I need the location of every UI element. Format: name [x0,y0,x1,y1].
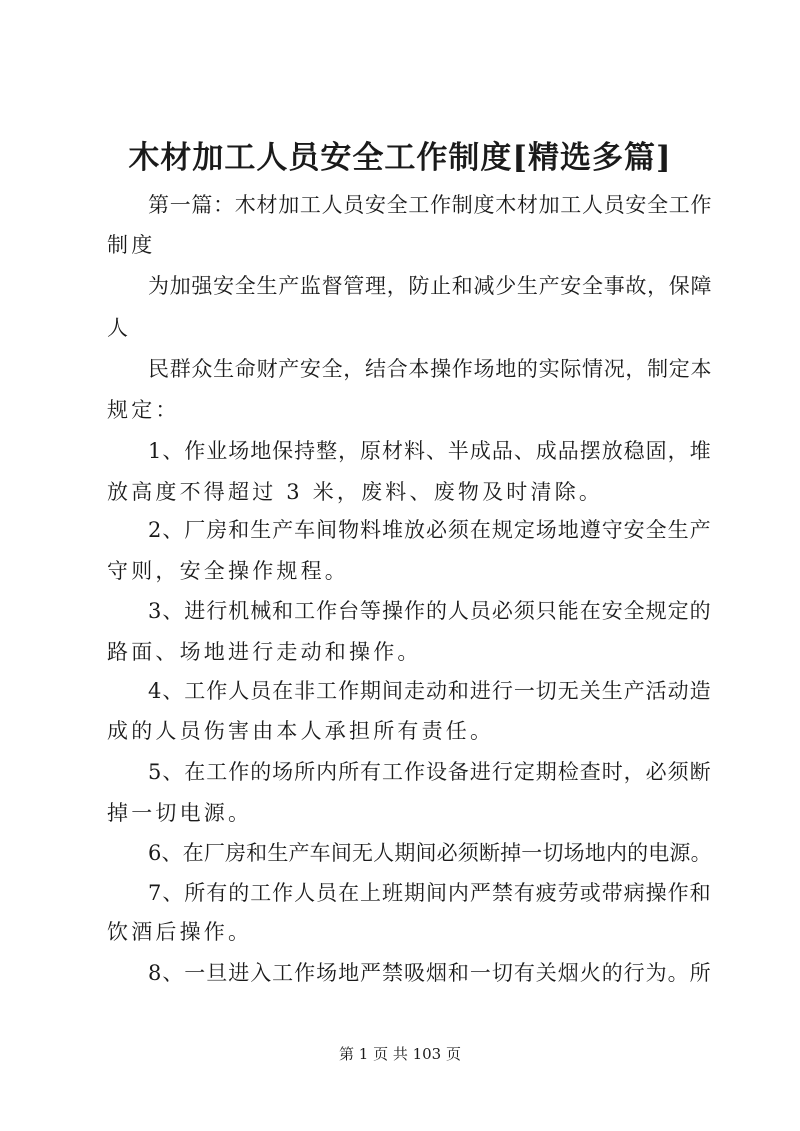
body-line: 7、所有的工作人员在上班期间内严禁有疲劳或带病操作和 [148,881,712,905]
body-line: 5、在工作的场所内所有工作设备进行定期检查时，必须断 [148,760,712,784]
page-number-footer: 第 1 页 共 103 页 [338,1045,461,1063]
body-line: 饮酒后操作。 [107,920,253,944]
body-line: 2、厂房和生产车间物料堆放必须在规定场地遵守安全生产 [148,518,712,542]
body-line: 1、作业场地保持整，原材料、半成品、成品摆放稳固，堆 [148,439,712,463]
body-line: 规定： [107,398,180,422]
body-line: 民群众生命财产安全，结合本操作场地的实际情况，制定本 [148,357,713,381]
body-line: 守则，安全操作规程。 [107,559,349,583]
body-line: 第一篇：木材加工人员安全工作制度木材加工人员安全工作 [148,193,713,217]
body-line: 成的人员伤害由本人承担所有责任。 [107,719,495,743]
body-line: 6、在厂房和生产车间无人期间必须断掉一切场地内的电源。 [148,841,712,865]
body-line: 3、进行机械和工作台等操作的人员必须只能在安全规定的 [148,599,712,623]
body-line: 放高度不得超过 3 米，废料、废物及时清除。 [107,480,604,504]
body-line: 8、一旦进入工作场地严禁吸烟和一切有关烟火的行为。所 [148,961,712,985]
body-line: 掉一切电源。 [107,801,253,825]
body-line: 路面、场地进行走动和操作。 [107,640,422,664]
body-line: 4、工作人员在非工作期间走动和进行一切无关生产活动造 [148,679,712,703]
body-line: 人 [107,316,132,340]
document-title: 木材加工人员安全工作制度[精选多篇] [128,140,672,176]
body-line: 制度 [107,233,156,257]
body-line: 为加强安全生产监督管理，防止和减少生产安全事故，保障 [148,274,713,298]
